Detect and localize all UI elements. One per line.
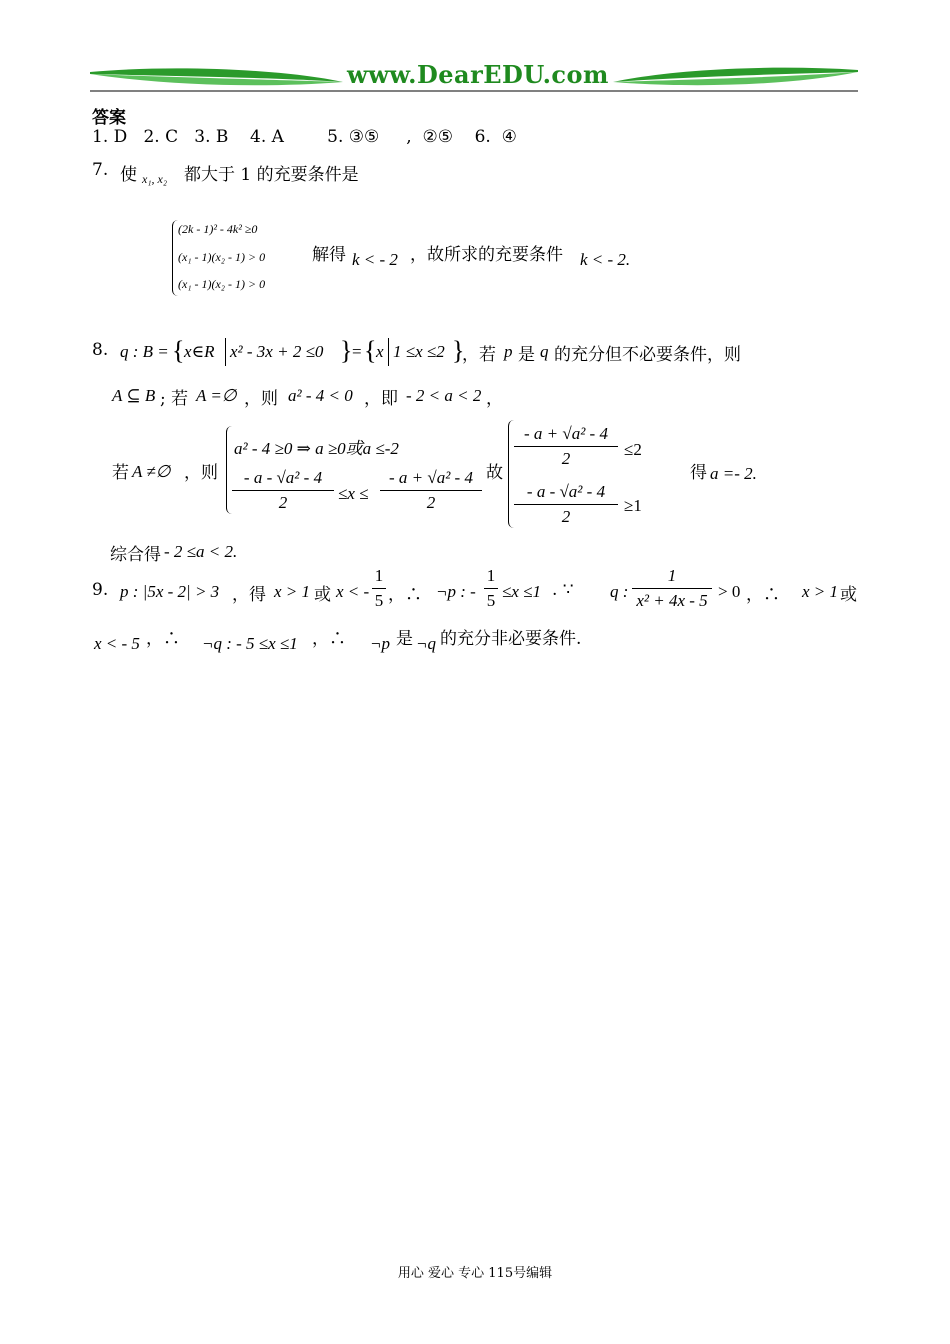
- q9-frac1b: [484, 566, 498, 611]
- fraction-bar: [514, 504, 618, 505]
- q8-frac-a: [514, 424, 618, 469]
- answers-line: 1. D 2. C 3. B 4. A 5. ③⑤ , ②⑤ 6. ④: [92, 127, 517, 147]
- q8-shi: 是: [518, 345, 535, 365]
- q8-ruo2: 若: [112, 463, 129, 483]
- q8-frac-b: [514, 482, 618, 527]
- q8-summary: 综合得: [110, 545, 161, 565]
- q8-result: a =- 2.: [710, 464, 757, 483]
- fraction-bar: [484, 588, 498, 589]
- q9-huo: 或: [314, 585, 331, 605]
- q9-x-lt: x < -: [336, 582, 370, 601]
- q8-set2-divider: [388, 338, 389, 366]
- site-logo: www.DearEDU.com: [347, 60, 609, 89]
- q7-number: 7.: [92, 160, 109, 180]
- q8-leq-x-leq: ≤x ≤: [338, 484, 369, 503]
- q8-line2-d: ，则: [244, 389, 278, 409]
- q7-solve: 解得: [312, 245, 346, 265]
- q9-number: 9.: [92, 580, 109, 600]
- q8-q: q: [540, 342, 549, 361]
- q8-line2-g: - 2 < a < 2: [406, 386, 482, 405]
- q9-x-gt1: x > 1: [274, 582, 311, 601]
- q9-notp: ¬p : -: [436, 582, 476, 601]
- q8-sys1: a² - 4 ≥0 ⇒ a ≥0或a ≤-2: [234, 439, 399, 458]
- q8-set-q: q : B =: [120, 342, 169, 361]
- q9-line2-e: ¬p: [370, 634, 390, 653]
- q9-therefore2: ，∴: [746, 585, 780, 605]
- q7-sys-3: (x₁ - 1)(x₂ - 1) > 0: [178, 277, 266, 291]
- q9-gt0: > 0: [718, 582, 741, 601]
- header-banner: [88, 60, 860, 94]
- q8-geq1: ≥1: [624, 496, 642, 515]
- q9-frac1-den: 5: [374, 591, 384, 610]
- q7-cond2: k < - 2.: [580, 250, 631, 269]
- q9-line2-b: ，∴: [146, 629, 180, 649]
- q9-frac1b-den: 5: [486, 591, 496, 610]
- fraction-bar: [372, 588, 386, 589]
- q8-number: 8.: [92, 340, 109, 360]
- q8-leq2: ≤2: [624, 440, 642, 459]
- q9-because: . ∵: [552, 580, 574, 600]
- q9-notp-tail: ≤x ≤1: [502, 582, 541, 601]
- q8-frac-a-num: - a + √a² - 4: [524, 424, 608, 443]
- q9-line2-f: 是: [396, 629, 413, 649]
- q8-set2-brace-open: {: [364, 336, 377, 365]
- q8-set-brace-close: }: [340, 336, 353, 365]
- q8-set-body1: x∈R: [184, 342, 215, 361]
- q8-line2-c: A =∅: [196, 386, 237, 405]
- q7-tail: 都大于 1 的充要条件是: [184, 165, 359, 185]
- q7-intro: 使: [120, 165, 137, 185]
- q9-frac2-num: 1: [667, 566, 677, 585]
- q8-summary-expr: - 2 ≤a < 2.: [164, 542, 238, 561]
- q9-therefore: ，∴: [388, 585, 422, 605]
- q8-frac-a-den: 2: [561, 449, 571, 468]
- q8-set-brace-open: {: [172, 336, 185, 365]
- q9-x-gt1-b: x > 1: [802, 582, 839, 601]
- q8-frac-lower-den: 2: [278, 493, 288, 512]
- q8-gu: 故: [486, 463, 503, 483]
- fraction-bar: [380, 490, 482, 491]
- q8-aneq: A ≠∅: [132, 462, 171, 481]
- q9-frac1-num: 1: [374, 566, 384, 585]
- q8-p: p: [504, 342, 513, 361]
- q9-line2-d: ，∴: [312, 629, 346, 649]
- q8-set-body2: x² - 3x + 2 ≤0: [230, 342, 324, 361]
- q8-set-divider: [225, 338, 226, 366]
- q8-ruo: ，若: [462, 345, 496, 365]
- q9-huo2: 或: [840, 585, 857, 605]
- fraction-bar: [232, 490, 334, 491]
- q7-sys-2: (x₁ - 1)(x₂ - 1) > 0: [178, 250, 266, 264]
- fraction-bar: [514, 446, 618, 447]
- q8-frac-lower-num: - a - √a² - 4: [243, 468, 323, 487]
- q8-frac-upper-den: 2: [426, 493, 436, 512]
- q8-frac-b-den: 2: [561, 507, 571, 526]
- page-title: 答案: [92, 108, 126, 128]
- q8-de: 得: [690, 463, 707, 483]
- q8-eq: =: [352, 342, 362, 361]
- q8-cond: 的充分但不必要条件，则: [554, 345, 741, 365]
- q9-frac1: [372, 566, 386, 611]
- q9-q-expr: q :: [610, 582, 629, 601]
- q9-frac2-den: x² + 4x - 5: [636, 591, 708, 610]
- q7-mid: ，故所求的充要条件: [410, 245, 563, 265]
- q7-vars: x₁, x₂: [142, 172, 167, 186]
- q9-line2-c: ¬q : - 5 ≤x ≤1: [202, 634, 298, 653]
- q8-set2-body1: x: [376, 342, 384, 361]
- q9-p-expr: p : |5x - 2| > 3: [120, 582, 220, 601]
- q7-sys-1: (2k - 1)² - 4k² ≥0: [178, 222, 258, 236]
- q8-frac-b-num: - a - √a² - 4: [526, 482, 606, 501]
- q9-frac1b-num: 1: [486, 566, 496, 585]
- fraction-bar: [632, 588, 712, 589]
- q8-frac-lower: [232, 468, 334, 513]
- q9-line2-g: ¬q: [416, 634, 436, 653]
- q8-set2-body2: 1 ≤x ≤2: [393, 342, 445, 361]
- q8-line2-f: ，即: [364, 389, 398, 409]
- q8-frac-upper-num: - a + √a² - 4: [389, 468, 473, 487]
- q8-frac-upper: [380, 468, 482, 513]
- q9-line2-h: 的充分非必要条件.: [440, 629, 582, 649]
- q9-line2-a: x < - 5: [94, 634, 140, 653]
- q8-ze: ，则: [184, 463, 218, 483]
- q9-frac2: [632, 566, 712, 611]
- q8-line2-b: ; 若: [160, 389, 189, 409]
- q9-de: ，得: [232, 585, 266, 605]
- q8-line2-h: ，: [486, 389, 503, 409]
- q8-set2-brace-close: }: [452, 336, 465, 365]
- q8-line2-a: A ⊆ B: [112, 386, 156, 405]
- q7-cond1: k < - 2: [352, 250, 398, 269]
- q8-line2-e: a² - 4 < 0: [288, 386, 353, 405]
- page-footer: 用心 爱心 专心 115号编辑: [397, 1266, 553, 1281]
